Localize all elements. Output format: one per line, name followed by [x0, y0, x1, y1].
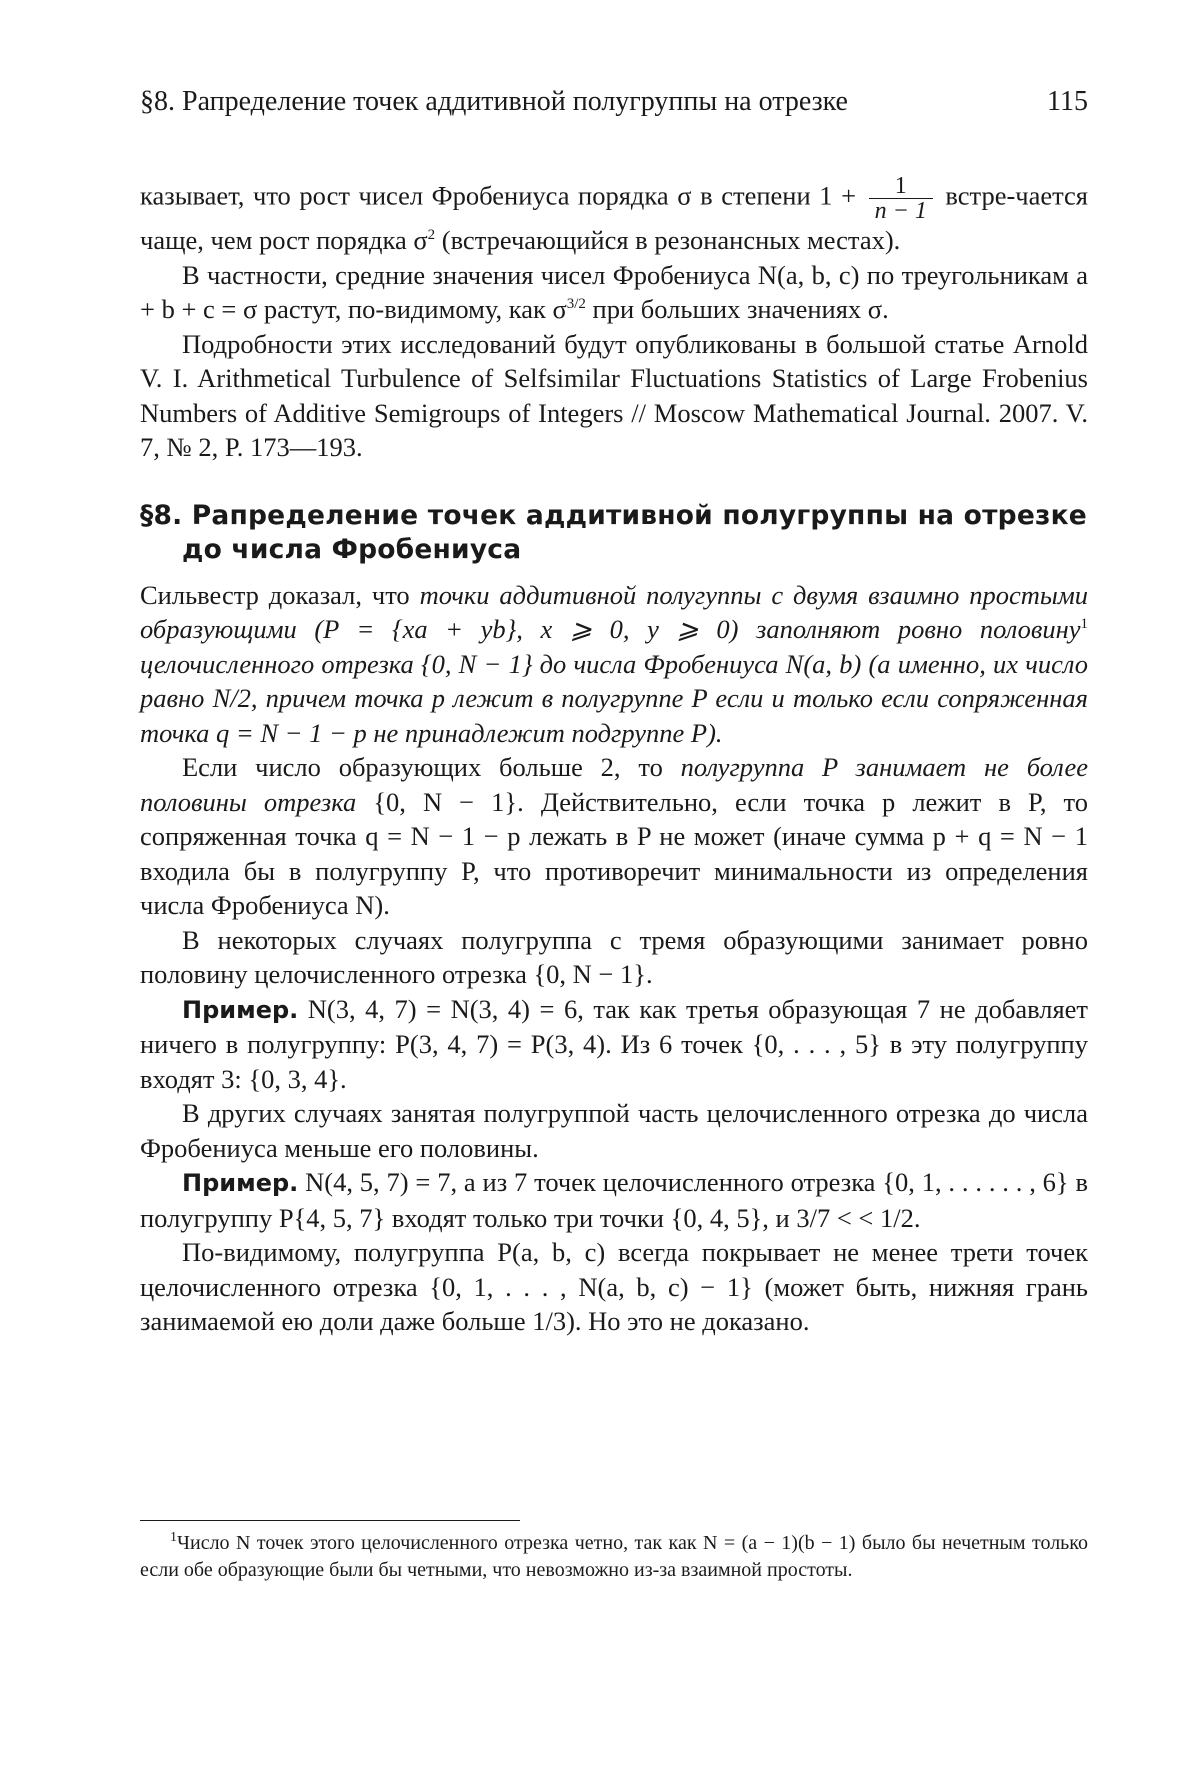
page-number: 115: [1047, 86, 1088, 117]
paragraph-6: В некоторых случаях полугруппа с тремя образующими занимает ровно половину целочисленного отрезка {0, N − 1}.: [140, 924, 1088, 989]
footnote: [140, 1530, 1088, 1583]
paragraph-1: [140, 174, 1088, 258]
example-label: Пример.: [182, 995, 299, 1024]
paragraph-4-italic-b: целочисленного отрезка {0, N − 1} до числа Фробениуса N(a, b) (а именно, их число равно N/2, причем точка p лежит в полугруппе P если и только если сопряженная точка q = N − 1 − p не принадлежит подгруппе P).: [140, 648, 1088, 748]
paragraph-5: [140, 750, 1088, 923]
paragraph-5-part-b: {0, N − 1}. Действительно, если точка p лежит в P, то сопряженная точка q = N − 1 − p лежать в P не может (иначе сумма p + q = N − 1 входила бы в полугруппу P, что противоречит минимальности из определения числа Фробениуса N).: [140, 786, 1088, 920]
paragraph-9: [140, 1165, 1088, 1235]
running-head: [140, 82, 1088, 122]
paragraph-8: В других случаях занятая полугруппой часть целочисленного отрезка до числа Фробениуса меньше его половины.: [140, 1098, 1088, 1163]
footnote-marker: 1: [1080, 616, 1088, 633]
running-head-title: §8. Рапределение точек аддитивной полугруппы на отрезке: [140, 86, 848, 117]
paragraph-2-part-a: В частности, средние значения чисел Фробениуса N(a, b, c) по треугольникам a + b + c = σ растут, по-видимому, как σ: [140, 259, 1088, 324]
paragraph-5-italic: полугруппа P занимает не более половины отрезка: [140, 752, 1089, 817]
paragraph-4-part-a: Сильвестр доказал, что: [140, 579, 410, 610]
paragraph-7: [140, 992, 1088, 1097]
paragraph-1-part-b: встре-чается чаще, чем рост порядка σ: [140, 180, 1088, 255]
footnote-text: Число N точек этого целочисленного отрезка четно, так как N = (a − 1)(b − 1) было бы нечетным только если обе образующие были бы четными, что невозможно из-за взаимной простоты.: [140, 1532, 1088, 1581]
footnote-number: 1: [170, 1530, 177, 1546]
paragraph-2-part-b: при больших значениях σ.: [592, 294, 889, 324]
paragraph-2: [140, 258, 1088, 327]
paragraph-1-part-a: казывает, что рост чисел Фробениуса порядка σ в степени 1 +: [140, 180, 857, 211]
paragraph-4-italic-a: точки аддитивной полугуппы с двумя взаимно простыми образующими (P = {xa + yb}, x ⩾ 0, y ⩾ 0) заполняют ровно половину: [140, 579, 1089, 644]
superscript: 3/2: [566, 296, 586, 313]
footnote-rule: [140, 1520, 520, 1521]
paragraph-5-part-a: Если число образующих больше 2, то: [182, 752, 663, 782]
fraction-denominator: n − 1: [869, 198, 933, 223]
superscript: 2: [427, 227, 436, 244]
paragraph-4: [140, 578, 1088, 751]
paragraph-1-part-c: (встречающийся в резонансных местах).: [441, 225, 901, 255]
page: [140, 82, 1088, 1339]
example-label: Пример.: [182, 1169, 299, 1197]
paragraph-10: По-видимому, полугруппа P(a, b, c) всегда покрывает не менее трети точек целочисленного отрезка {0, 1, . . . , N(a, b, c) − 1} (может быть, нижняя грань занимаемой ею доли даже больше 1/3). Но это не доказано.: [140, 1237, 1088, 1336]
section-heading: §8. Рапределение точек аддитивной полугруппы на отрезке до числа Фробениуса: [140, 499, 1087, 565]
fraction: [869, 174, 933, 223]
example-text: N(4, 5, 7) = 7, а из 7 точек целочисленного отрезка {0, 1, . . . . . . , 6} в полугруппу P{4, 5, 7} входят только три точки {0, 4, 5}, и 3/7 < < 1/2.: [140, 1167, 1089, 1233]
paragraph-3: Подробности этих исследований будут опубликованы в большой статье Arnold V. I. Arithmetical Turbulence of Selfsimilar Fluctuations Statistics of Large Frobenius Numbers of Additive Semigroups of Integers // Moscow Mathematical Journal. 2007. V. 7, № 2, P. 173—193.: [140, 328, 1088, 462]
fraction-numerator: 1: [894, 173, 907, 199]
example-text: N(3, 4, 7) = N(3, 4) = 6, так как третья образующая 7 не добавляет ничего в полугруппу: P(3, 4, 7) = P(3, 4). Из 6 точек {0, . . . , 5} в эту полугруппу входят 3: {0, 3, 4}.: [140, 993, 1088, 1094]
section-body: [140, 578, 1088, 1339]
body-text: [140, 174, 1088, 465]
